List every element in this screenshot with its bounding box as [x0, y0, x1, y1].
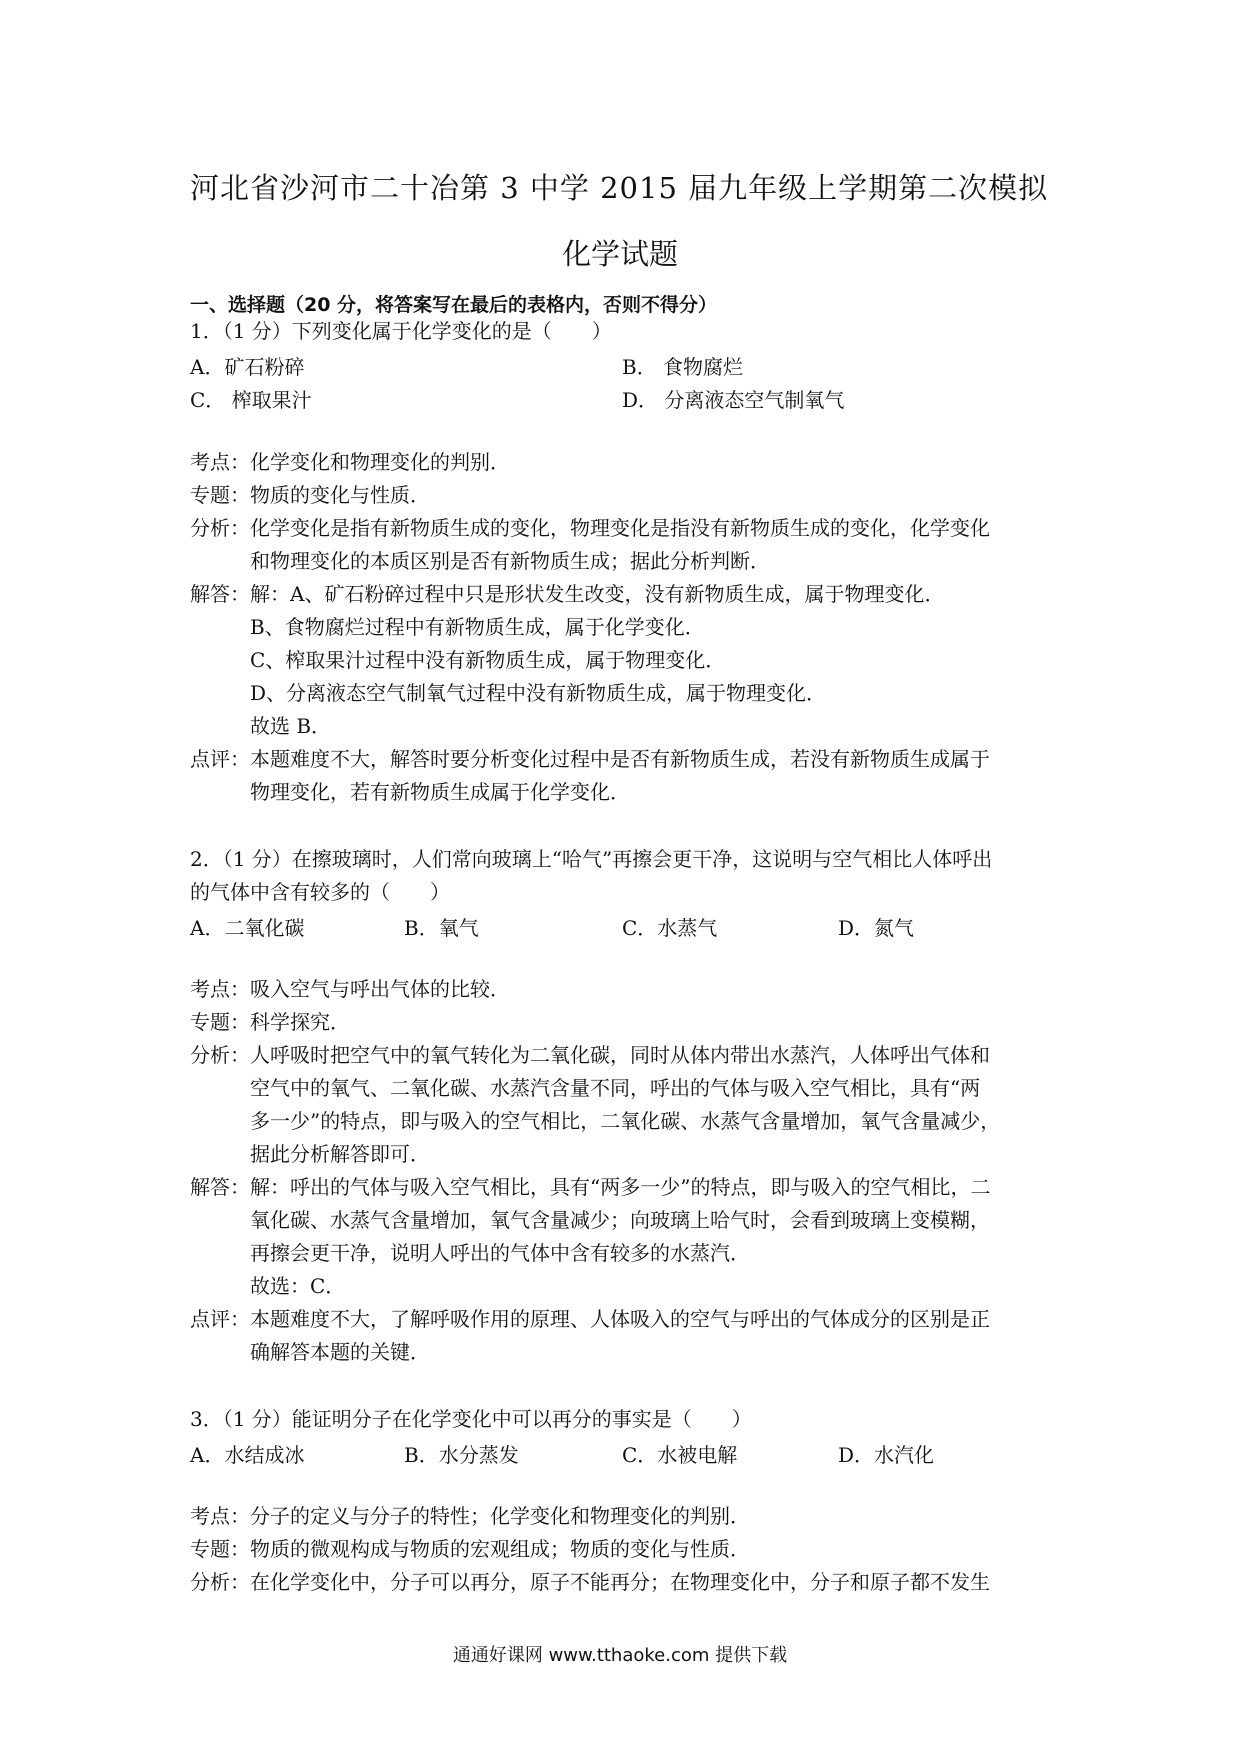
q1-jieda-line: 故选 B．	[250, 714, 332, 738]
q3-option-c: C．水被电解	[622, 1443, 738, 1467]
q2-jieda-line: 故选：C．	[250, 1274, 346, 1298]
q1-option-a: A．矿石粉碎	[190, 355, 305, 379]
q3-kaodian: 考点：分子的定义与分子的特性；化学变化和物理变化的判别．	[190, 1504, 750, 1528]
q1-fenxi-line: 和物理变化的本质区别是否有新物质生成；据此分析判断．	[250, 549, 770, 573]
q3-zhuanti: 专题：物质的微观构成与物质的宏观组成；物质的变化与性质．	[190, 1537, 750, 1561]
q2-option-c: C．水蒸气	[622, 916, 718, 940]
q2-stem-line: 2．（1 分）在擦玻璃时，人们常向玻璃上“哈气”再擦会更干净，这说明与空气相比人体呼出	[190, 847, 993, 871]
q2-dianping-line: 点评：本题难度不大，了解呼吸作用的原理、人体吸入的空气与呼出的气体成分的区别是正	[190, 1307, 990, 1331]
q1-jieda-line: C、榨取果汁过程中没有新物质生成，属于物理变化．	[250, 648, 726, 672]
footer-text: 通通好课网 www.tthaoke.com 提供下载	[452, 1645, 788, 1666]
q1-option-b: B． 食物腐烂	[622, 355, 744, 379]
q2-fenxi-line: 多一少”的特点，即与吸入的空气相比，二氧化碳、水蒸气含量增加，氧气含量减少，	[250, 1109, 1001, 1133]
q2-jieda-line: 解答：解：呼出的气体与吸入空气相比，具有“两多一少”的特点，即与吸入的空气相比，二	[190, 1175, 991, 1199]
q2-option-b: B．氧气	[404, 916, 479, 940]
q3-stem: 3．（1 分）能证明分子在化学变化中可以再分的事实是（ ）	[190, 1407, 752, 1431]
q2-jieda-line: 氧化碳、水蒸气含量增加，氧气含量减少；向玻璃上哈气时，会看到玻璃上变模糊，	[250, 1208, 990, 1232]
q2-jieda-line: 再擦会更干净，说明人呼出的气体中含有较多的水蒸汽．	[250, 1241, 750, 1265]
q2-dianping-line: 确解答本题的关键．	[250, 1340, 430, 1364]
q1-kaodian: 考点：化学变化和物理变化的判别．	[190, 450, 510, 474]
q1-fenxi-line: 分析：化学变化是指有新物质生成的变化，物理变化是指没有新物质生成的变化，化学变化	[190, 516, 990, 540]
q1-jieda-line: B、食物腐烂过程中有新物质生成，属于化学变化．	[250, 615, 705, 639]
q1-option-d: D． 分离液态空气制氧气	[622, 388, 845, 412]
q1-zhuanti: 专题：物质的变化与性质．	[190, 483, 430, 507]
q3-option-b: B．水分蒸发	[404, 1443, 519, 1467]
q2-fenxi-line: 分析：人呼吸时把空气中的氧气转化为二氧化碳，同时从体内带出水蒸汽，人体呼出气体和	[190, 1043, 990, 1067]
q1-stem: 1．（1 分）下列变化属于化学变化的是（ ）	[190, 319, 612, 343]
q3-option-d: D．水汽化	[838, 1443, 935, 1467]
q1-jieda-line: D、分离液态空气制氧气过程中没有新物质生成，属于物理变化．	[250, 681, 827, 705]
q1-jieda-line: 解答：解：A、矿石粉碎过程中只是形状发生改变，没有新物质生成，属于物理变化．	[190, 582, 945, 606]
q2-stem-line: 的气体中含有较多的（ ）	[190, 880, 450, 904]
q2-fenxi-line: 空气中的氧气、二氧化碳、水蒸汽含量不同，呼出的气体与吸入空气相比，具有“两	[250, 1076, 981, 1100]
document-title: 河北省沙河市二十冶第 3 中学 2015 届九年级上学期第二次模拟	[190, 171, 1049, 205]
document-subtitle: 化学试题	[561, 237, 678, 271]
q2-zhuanti: 专题：科学探究．	[190, 1010, 350, 1034]
q1-dianping-line: 点评：本题难度不大，解答时要分析变化过程中是否有新物质生成，若没有新物质生成属于	[190, 747, 990, 771]
q2-option-d: D．氮气	[838, 916, 915, 940]
q1-option-c: C． 榨取果汁	[190, 388, 312, 412]
q3-option-a: A．水结成冰	[190, 1443, 305, 1467]
q3-fenxi-line: 分析：在化学变化中，分子可以再分，原子不能再分；在物理变化中，分子和原子都不发生	[190, 1570, 990, 1594]
q2-kaodian: 考点：吸入空气与呼出气体的比较．	[190, 977, 510, 1001]
section-heading: 一、选择题（20 分，将答案写在最后的表格内，否则不得分）	[190, 294, 718, 316]
q2-fenxi-line: 据此分析解答即可．	[250, 1142, 430, 1166]
q2-option-a: A．二氧化碳	[190, 916, 305, 940]
q1-dianping-line: 物理变化，若有新物质生成属于化学变化．	[250, 780, 630, 804]
